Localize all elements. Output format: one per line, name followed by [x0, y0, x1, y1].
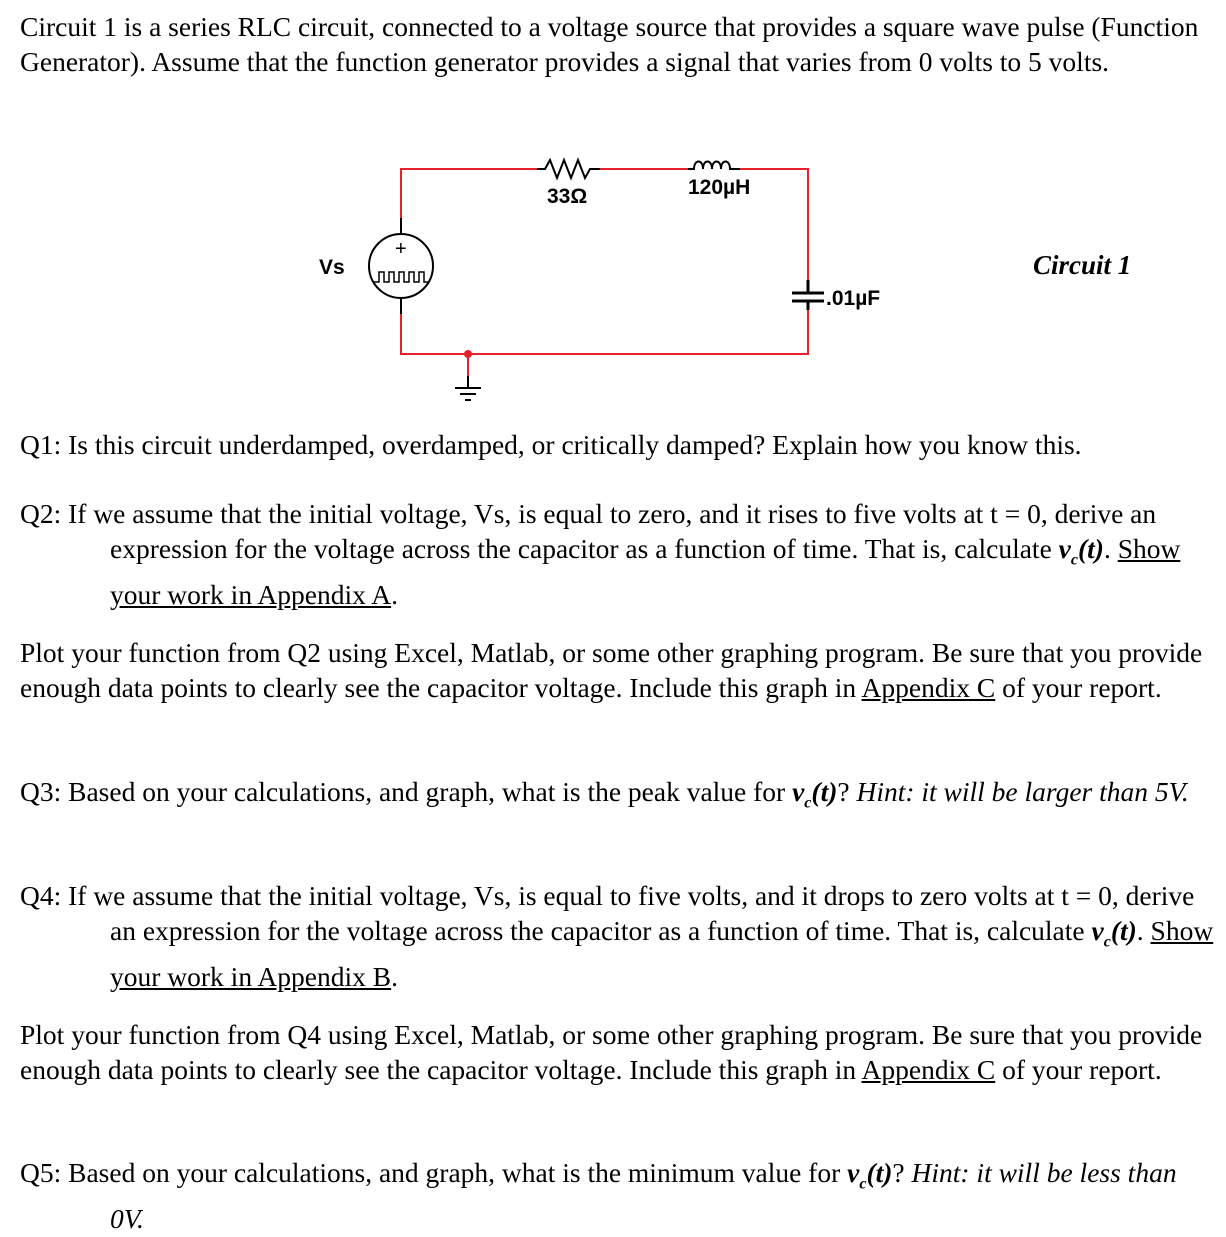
resistor-symbol [537, 160, 600, 178]
appendix-c-link[interactable]: Appendix C [861, 671, 996, 703]
hint-text: Hint: it will be larger than 5V. [856, 776, 1189, 807]
plot-instructions-2: Plot your function from Q4 using Excel, Matlab, or some other graphing program. Be sure that you provide enough data points to clearly see the capacitor voltage. Include this graph in Appendix C of your report. [20, 1019, 1203, 1085]
junction-dot [464, 350, 472, 358]
intro-paragraph: Circuit 1 is a series RLC circuit, connected to a voltage source that provides a square wave pulse (Function Generator). Assume that the function generator provides a signal that varies from 0 volts to 5 volts. [20, 11, 1199, 77]
capacitor-symbol [792, 280, 824, 310]
q2-text: Q2: If we assume that the initial voltage, Vs, is equal to zero, and it rises to five volts at t = 0, derive an expression for the voltage across the capacitor as a function of time. That is, calculate [20, 498, 1157, 564]
vc-symbol: v [1058, 532, 1071, 564]
hint-text: Hint: it will be less than 0V. [110, 1157, 1177, 1234]
plus-sign: + [395, 238, 407, 260]
capacitor-label: .01µF [826, 287, 881, 310]
question-3: Q3: Based on your calculations, and graph, what is the peak value for $v_c(t)$? Hint: it will be larger than 5V. [20, 776, 1189, 812]
source-label: Vs [319, 256, 345, 279]
inductor-symbol [688, 162, 740, 170]
vc-argument: (t) [1077, 532, 1104, 564]
question-4: Q4: If we assume that the initial voltage, Vs, is equal to five volts, and it drops to zero volts at t = 0, derive an expression for the voltage across the capacitor as a function of time. That is, calculate $v_c(t)$. Show your work in Appendix B. [20, 880, 1214, 992]
plot-instructions-1: Plot your function from Q2 using Excel, Matlab, or some other graphing program. Be sure that you provide enough data points to clearly see the capacitor voltage. Include this graph in Appendix C of your report. [20, 637, 1203, 703]
question-5: Q5: Based on your calculations, and graph, what is the minimum value for $v_c(t)$? Hint: it will be less than 0V. [20, 1157, 1177, 1234]
appendix-a-link[interactable]: Show your work in Appendix A [110, 532, 1181, 610]
question-2: Q2: If we assume that the initial voltage, Vs, is equal to zero, and it rises to five volts at t = 0, derive an expression for the voltage across the capacitor as a function of time. That is, calculate $v_c(t)$. Show your work in Appendix A. [20, 498, 1181, 610]
appendix-c-link[interactable]: Appendix C [861, 1053, 996, 1085]
circuit-diagram [0, 0, 1226, 420]
inductor-label: 120µH [688, 176, 751, 199]
vc-subscript: c [1070, 551, 1078, 568]
appendix-b-link[interactable]: Show your work in Appendix B [110, 914, 1214, 992]
circuit-title: Circuit 1 [1033, 250, 1132, 280]
square-wave-icon [374, 272, 428, 282]
question-1: Q1: Is this circuit underdamped, overdamped, or critically damped? Explain how you know this. [20, 429, 1082, 460]
resistor-label: 33Ω [547, 185, 588, 208]
ground-symbol [455, 376, 481, 400]
